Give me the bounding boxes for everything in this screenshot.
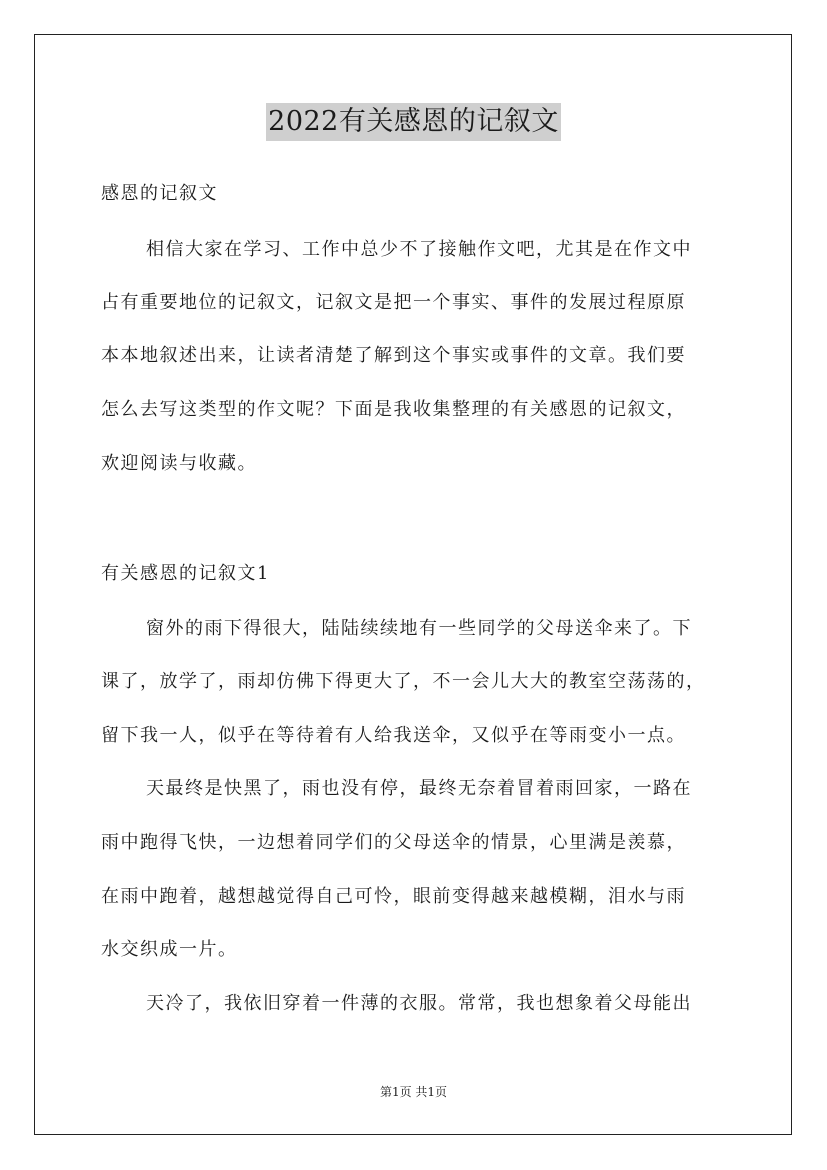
paragraph-line: 天最终是快黑了，雨也没有停，最终无奈着冒着雨回家，一路在 xyxy=(146,778,692,799)
paragraph-line: 天冷了，我依旧穿着一件薄的衣服。常常，我也想象着父母能出 xyxy=(146,993,692,1014)
page-number: 第1页 共1页 xyxy=(379,1085,448,1099)
title-container xyxy=(0,103,827,141)
paragraph-line: 在雨中跑着，越想越觉得自己可怜，眼前变得越来越模糊，泪水与雨 xyxy=(101,886,686,907)
paragraph-line: 本本地叙述出来，让读者清楚了解到这个事实或事件的文章。我们要 xyxy=(101,345,686,366)
paragraph-line: 怎么去写这类型的作文呢？下面是我收集整理的有关感恩的记叙文， xyxy=(101,399,686,420)
document-title: 2022有关感恩的记叙文 xyxy=(266,103,561,141)
paragraph-line: 欢迎阅读与收藏。 xyxy=(101,453,257,474)
section-heading: 感恩的记叙文 xyxy=(101,183,218,204)
paragraph-line: 雨中跑得飞快，一边想着同学们的父母送伞的情景，心里满是羡慕， xyxy=(101,832,686,853)
page-footer xyxy=(0,1083,827,1100)
paragraph-line: 窗外的雨下得很大，陆陆续续地有一些同学的父母送伞来了。下 xyxy=(146,618,692,639)
paragraph-line: 课了，放学了，雨却仿佛下得更大了，不一会儿大大的教室空荡荡的， xyxy=(101,671,706,692)
paragraph-line: 水交织成一片。 xyxy=(101,939,238,960)
paragraph-line: 相信大家在学习、工作中总少不了接触作文吧，尤其是在作文中 xyxy=(146,239,692,260)
section-heading: 有关感恩的记叙文1 xyxy=(101,563,270,584)
paragraph-line: 留下我一人，似乎在等待着有人给我送伞，又似乎在等雨变小一点。 xyxy=(101,725,686,746)
paragraph-line: 占有重要地位的记叙文，记叙文是把一个事实、事件的发展过程原原 xyxy=(101,292,686,313)
